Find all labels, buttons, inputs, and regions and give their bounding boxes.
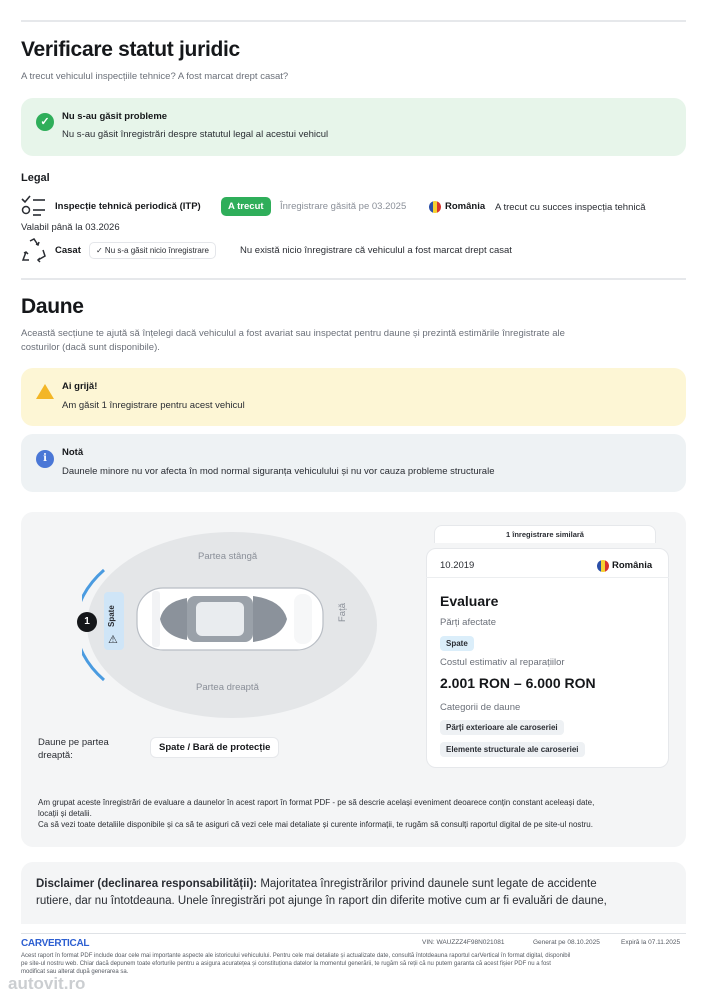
footer-note [21,952,686,976]
footer-generated-date: Generat pe 08.10.2025 [533,939,600,946]
itp-description: A trecut cu succes inspecția tehnică [495,202,646,213]
damage-side-label [38,736,109,762]
check-icon: ✓ [36,113,54,131]
info-icon: i [36,450,54,468]
no-problems-title: Nu s-au găsit probleme [62,111,168,122]
damage-section-subtitle [21,327,686,355]
legal-heading: Legal [21,172,50,184]
warning-text: Am găsit 1 înregistrare pentru acest vehicul [62,400,245,411]
itp-status-badge: A trecut [221,197,271,216]
damage-side-value: Spate / Bară de protecție [150,737,279,758]
footer-divider [21,933,686,934]
itp-label: Inspecție tehnică periodică (ITP) [55,201,201,212]
top-divider [21,20,686,22]
record-country: România [612,560,653,571]
legal-section-title: Verificare statut juridic [21,38,240,61]
itp-country: România [445,201,486,212]
casat-label: Casat [55,245,81,256]
record-date: 10.2019 [440,560,475,571]
footer-note-line2: pe site-ul nostru web. Chiar dacă depunem toate eforturile pentru a asigura acuratețea și constituționa datelor la momentul generării, te rugăm să reții că nu putem garanta că acest fișier PDF nu a fost [21,961,551,967]
affected-parts-label: Părți afectate [440,617,496,628]
disclaimer-label: Disclaimer (declinarea responsabilității): [36,878,258,890]
warning-box [21,368,686,426]
legal-section-subtitle: A trecut vehiculul inspecțiile tehnice? A fost marcat drept casat? [21,71,289,82]
autovit-watermark: autovit.ro [8,974,86,993]
footer-note-line1: Acest raport în format PDF include doar cele mai importante aspecte ale istoricului vehiculului. Pentru cele mai detaliate și actualizate date, consultă întotdeauna raportul carVertical în format digital, disponibil [21,953,571,959]
no-problems-box [21,98,686,156]
grouping-note [38,797,668,830]
damage-subtitle-line2: costurilor (dacă sunt disponibile). [21,342,160,353]
damage-subtitle-line1: Această secțiune te ajută să înțelegi dacă vehiculul a fost avariat sau inspectat pentru daune și prezintă estimările înregistrate ale [21,328,565,339]
diagram-left-side: Partea stângă [198,551,258,562]
record-romania-flag-icon [597,560,609,572]
diagram-front: Față [337,602,348,622]
carvertical-logo: CARVERTICAL [21,938,90,949]
casat-status-badge: ✓ Nu s-a găsit nicio înregistrare [89,242,216,259]
damage-category-chip: Elemente structurale ale caroseriei [440,742,585,757]
disclaimer-line2: rutiere, dar nu întotdeauna. Unele înregistrări pot ajunge în raport din diferite motive cum ar fi evaluări de daune, [36,895,607,907]
footer-vin: VIN: WAUZZZ4F98N021081 [422,939,505,946]
romania-flag-icon [429,201,441,213]
section-divider [21,278,686,280]
damage-marker[interactable]: 1 [77,612,97,632]
note-title: Notă [62,447,84,458]
footer-note-line3: modificat sau alterat după generarea sa. [21,969,129,975]
warning-small-icon: ⚠ [108,634,118,646]
similar-records-tab[interactable]: 1 înregistrare similară [434,525,656,543]
casat-description: Nu există nicio înregistrare că vehiculul a fost marcat drept casat [240,245,512,256]
grouping-note-line2: locații și detalii. [38,809,92,818]
diagram-right-side: Partea dreaptă [196,682,259,693]
repair-cost-value: 2.001 RON – 6.000 RON [440,675,596,691]
affected-part-chip: Spate [440,636,474,651]
warning-title: Ai grijă! [62,381,98,392]
damage-section-title: Daune [21,295,84,318]
note-box [21,434,686,492]
disclaimer-text [36,876,676,910]
note-text: Daunele minore nu vor afecta în mod normal siguranța vehiculului și nu vor cauza probleme structurale [62,466,495,477]
grouping-note-line1: Am grupat aceste înregistrări de evaluare a daunelor în acest raport în format PDF - pe să descrie același eveniment deoarece conțin constant aceleași date, [38,798,595,807]
damage-categories-label: Categorii de daune [440,702,521,713]
itp-valid-until: Valabil până la 03.2026 [21,222,120,233]
no-problems-text: Nu s-au găsit înregistrări despre statutul legal al acestui vehicul [62,129,329,140]
footer-expiry-date: Expiră la 07.11.2025 [621,939,681,946]
damage-side-label-line1: Daune pe partea [38,737,109,748]
recycle-icon [21,238,47,264]
warning-icon [36,384,54,399]
damage-side-label-line2: dreaptă: [38,750,73,761]
record-type: Evaluare [440,593,499,609]
checklist-icon [21,195,47,217]
rear-zone-label: Spate [107,605,116,627]
grouping-note-line3: Ca să vezi toate detaliile disponibile și ca să te asiguri că vezi cele mai detaliate și curente informații, te rugăm să consulți raportul digital de pe site-ul nostru. [38,820,593,829]
repair-cost-label: Costul estimativ al reparațiilor [440,657,565,668]
rear-damage-zone[interactable] [104,592,124,650]
card-divider [426,577,669,578]
itp-record-date: Înregistrare găsită pe 03.2025 [280,201,407,212]
disclaimer-line1: Majoritatea înregistrărilor privind daunele sunt legate de accidente [257,878,597,890]
damage-category-chip: Părți exterioare ale caroseriei [440,720,564,735]
